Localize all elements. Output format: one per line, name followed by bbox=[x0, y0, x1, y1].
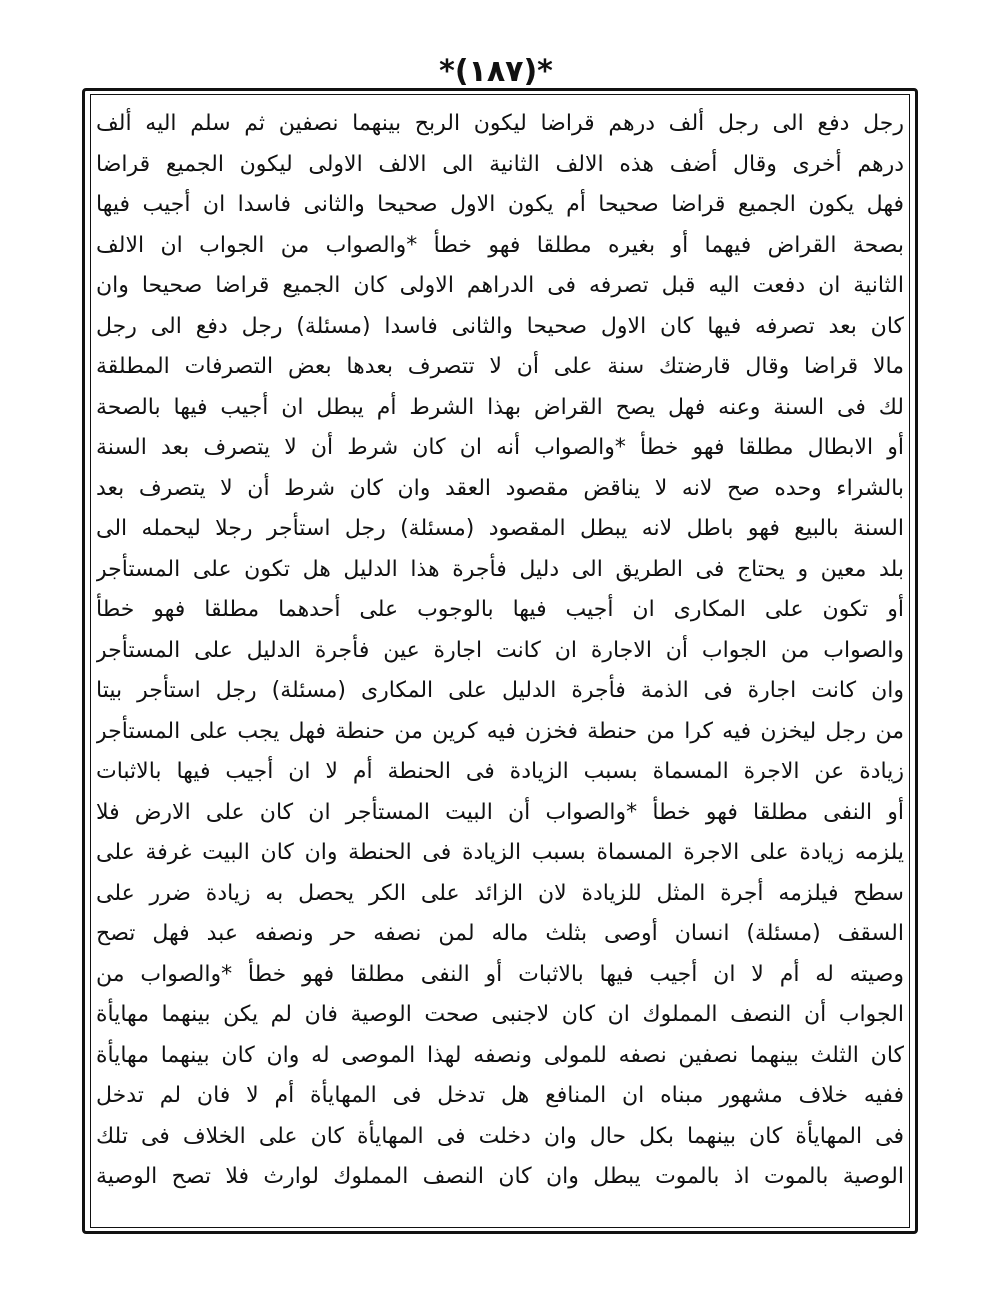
text-line: من رجل ليخزن فيه كرا من حنطة فخزن فيه كرين من حنطة فهل يجب على المستأجر bbox=[96, 718, 904, 744]
text-line: الوصية بالموت اذ بالموت يبطل وان كان النصف المملوك لوارث فلا تصح الوصية bbox=[96, 1164, 904, 1189]
text-line: أو النفى مطلقا فهو خطأ *والصواب أن البيت المستأجر ان كان على الارض فلا bbox=[96, 799, 904, 825]
text-line: كان الثلث بينهما نصفين نصفه للمولى ونصفه لهذا الموصى له وان كان بينهما مهايأة bbox=[96, 1042, 904, 1068]
text-line: مالا قراضا وقال قارضتك سنة على أن لا تتصرف بعدها بعض التصرفات المطلقة bbox=[96, 354, 904, 379]
text-body bbox=[96, 104, 904, 1198]
text-line: وان كانت اجارة فى الذمة فأجرة الدليل على المكارى (مسئلة) رجل استأجر بيتا bbox=[96, 678, 904, 703]
text-line: فى المهايأة كان بينهما بكل حال وان دخلت فى المهايأة كان على الخلاف فى تلك bbox=[96, 1123, 904, 1149]
text-line: لك فى السنة وعنه فهل يصح القراض بهذا الشرط أم يبطل ان أجيب فيها بالصحة bbox=[96, 394, 904, 420]
text-line: أو الابطال مطلقا فهو خطأ *والصواب أنه ان كان شرط أن لا يتصرف بعد السنة bbox=[96, 435, 904, 460]
text-line: الثانية ان دفعت اليه قبل تصرفه فى الدراهم الاولى كان الجميع قراضا صحيحا وان bbox=[96, 273, 904, 298]
text-line: بالشراء وحده صح لانه لا يناقض مقصود العقد وان كان شرط أن لا يتصرف بعد bbox=[96, 475, 904, 501]
text-line: السقف (مسئلة) انسان أوصى بثلث ماله لمن نصفه حر ونصفه عبد فهل تصح bbox=[96, 921, 904, 946]
text-line: السنة بالبيع فهو باطل لانه يبطل المقصود (مسئلة) رجل استأجر رجلا ليحمله الى bbox=[96, 516, 904, 541]
text-line: درهم أخرى وقال أضف هذه الالف الثانية الى الالف الاولى ليكون الجميع قراضا bbox=[96, 151, 904, 177]
text-line: رجل دفع الى رجل ألف درهم قراضا ليكون الربح بينهما نصفين ثم سلم اليه ألف bbox=[96, 111, 904, 136]
text-line: زيادة عن الاجرة المسماة بسبب الزيادة فى الحنطة أم لا ان أجيب فيها بالاثبات bbox=[96, 759, 904, 784]
text-line: بصحة القراض فيهما أو بغيره مطلقا فهو خطأ *والصواب من الجواب ان الالف bbox=[96, 232, 904, 258]
page-number: *(١٨٧)* bbox=[439, 54, 553, 89]
text-line: سطح فيلزمه أجرة المثل للزيادة لان الزائد على الكر يحصل به زيادة ضرر على bbox=[96, 880, 904, 906]
text-line: الجواب أن النصف المملوك ان كان لاجنبى صحت الوصية فان لم يكن بينهما مهايأة bbox=[96, 1002, 904, 1027]
text-line: بلد معين و يحتاج فى الطريق الى دليل فأجرة هذا الدليل هل تكون على المستأجر bbox=[96, 556, 904, 582]
text-line: وصيته له أم لا ان أجيب فيها بالاثبات أو النفى مطلقا فهو خطأ *والصواب من bbox=[96, 961, 904, 987]
text-line: أو تكون على المكارى ان أجيب فيها بالوجوب على أحدهما مطلقا فهو خطأ bbox=[96, 597, 904, 622]
text-line: يلزمه زيادة على الاجرة المسماة بسبب الزيادة فى الحنطة وان كان البيت غرفة على bbox=[96, 840, 904, 865]
text-line: كان بعد تصرفه فيها كان الاول صحيحا والثانى فاسدا (مسئلة) رجل دفع الى رجل bbox=[96, 313, 904, 339]
text-line: والصواب من الجواب أن الاجارة ان كانت اجارة عين فأجرة الدليل على المستأجر bbox=[96, 637, 904, 663]
text-line: ففيه خلاف مشهور مبناه ان المنافع هل تدخل فى المهايأة أم لا فان لم تدخل bbox=[96, 1083, 904, 1108]
text-line: فهل يكون الجميع قراضا صحيحا أم يكون الاول صحيحا والثانى فاسدا ان أجيب فيها bbox=[96, 192, 904, 217]
